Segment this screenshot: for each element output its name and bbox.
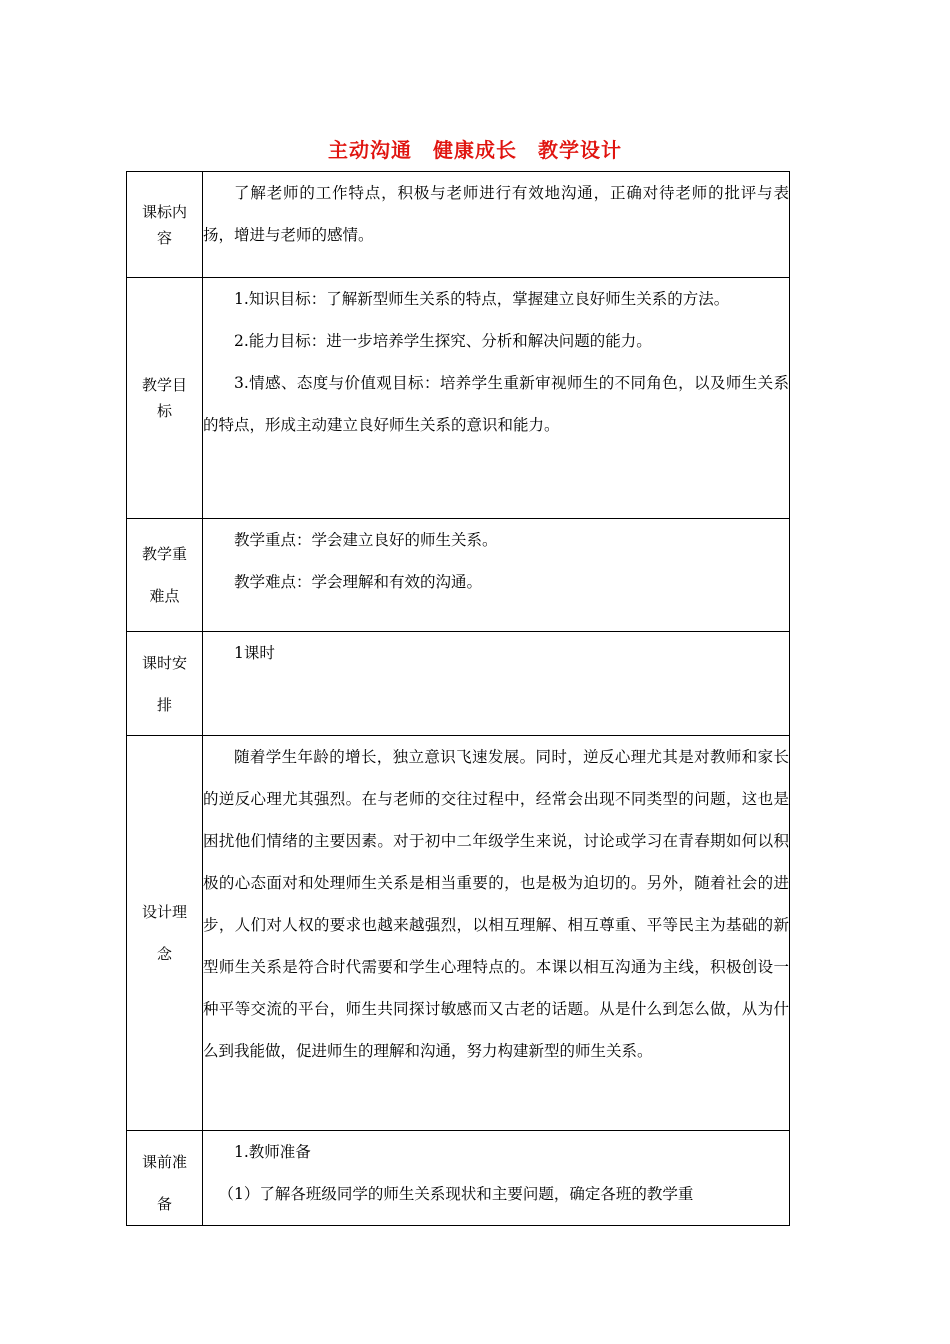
label-design-concept: 设计理念 <box>127 736 203 1131</box>
content-pre-class-preparation <box>203 1131 790 1226</box>
row-class-hours <box>127 632 790 736</box>
row-design-concept <box>127 736 790 1131</box>
label-class-hours: 课时安排 <box>127 632 203 736</box>
paragraph: 教学难点：学会理解和有效的沟通。 <box>234 573 483 591</box>
lesson-plan-table <box>126 171 790 1226</box>
row-teaching-objectives <box>127 278 790 519</box>
row-pre-class-preparation <box>127 1131 790 1226</box>
document-title: 主动沟通 健康成长 教学设计 <box>328 138 622 162</box>
content-curriculum-standard <box>203 172 790 278</box>
content-teaching-objectives <box>203 278 790 519</box>
paragraph: 2.能力目标：进一步培养学生探究、分析和解决问题的能力。 <box>234 332 652 350</box>
paragraph: 教学重点：学会建立良好的师生关系。 <box>234 531 498 549</box>
content-key-difficult-points <box>203 519 790 632</box>
label-curriculum-standard: 课标内容 <box>127 172 203 278</box>
paragraph: 1课时 <box>234 644 275 662</box>
content-class-hours <box>203 632 790 736</box>
paragraph: 1.教师准备 <box>234 1143 311 1161</box>
paragraph: 1.知识目标：了解新型师生关系的特点，掌握建立良好师生关系的方法。 <box>234 290 730 308</box>
paragraph: （1）了解各班级同学的师生关系现状和主要问题，确定各班的教学重 <box>218 1185 694 1203</box>
label-pre-class-preparation: 课前准备 <box>127 1131 203 1226</box>
row-key-difficult-points <box>127 519 790 632</box>
paragraph: 3.情感、态度与价值观目标：培养学生重新审视师生的不同角色，以及师生关系的特点，形成主动建立良好师生关系的意识和能力。 <box>203 374 789 434</box>
paragraph: 随着学生年龄的增长，独立意识飞速发展。同时，逆反心理尤其是对教师和家长的逆反心理尤其强烈。在与老师的交往过程中，经常会出现不同类型的问题，这也是困扰他们情绪的主要因素。对于初中二年级学生来说，讨论或学习在青春期如何以积极的心态面对和处理师生关系是相当重要的，也是极为迫切的。另外，随着社会的进步，人们对人权的要求也越来越强烈，以相互理解、相互尊重、平等民主为基础的新型师生关系是符合时代需要和学生心理特点的。本课以相互沟通为主线，积极创设一种平等交流的平台，师生共同探讨敏感而又古老的话题。从是什么到怎么做，从为什么到我能做，促进师生的理解和沟通，努力构建新型的师生关系。 <box>203 748 789 1060</box>
content-design-concept <box>203 736 790 1131</box>
label-key-difficult-points: 教学重难点 <box>127 519 203 632</box>
label-teaching-objectives: 教学目标 <box>127 278 203 519</box>
paragraph: 了解老师的工作特点，积极与老师进行有效地沟通，正确对待老师的批评与表扬，增进与老师的感情。 <box>203 184 789 244</box>
row-curriculum-standard <box>127 172 790 278</box>
